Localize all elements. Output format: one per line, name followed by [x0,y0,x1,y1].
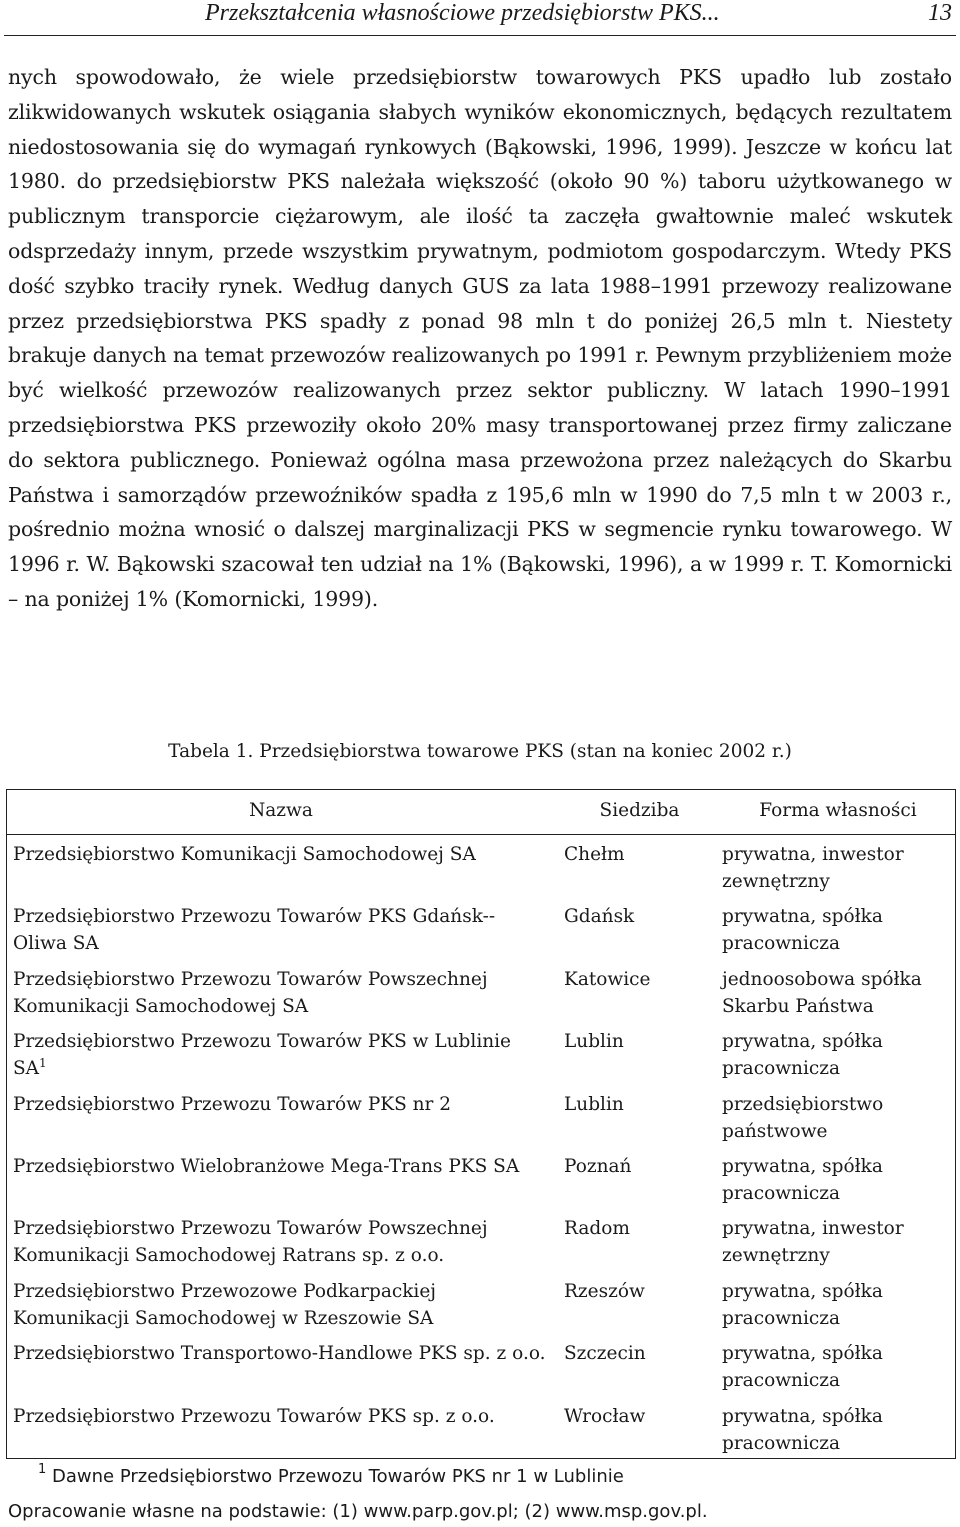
table-row [7,903,955,965]
cell-name-text: Przedsiębiorstwo Komunikacji Samochodowej SA [13,844,476,865]
table-header-row [7,790,955,835]
table-row [7,1153,955,1215]
cell-form [722,1091,952,1145]
cell-name-text: Przedsiębiorstwo Przewozowe Podkarpackiej Komunikacji Samochodowej w Rzeszowie SA [13,1280,437,1329]
cell-form-text: prywatna, spółka pracownicza [722,1280,883,1329]
running-header [0,0,960,36]
cell-seat [564,1403,714,1430]
cell-name [13,1215,547,1269]
cell-form-text: prywatna, spółka pracownicza [722,1343,883,1392]
cell-name-text: Przedsiębiorstwo Przewozu Towarów PKS sp. z o.o. [13,1405,495,1427]
cell-seat [564,1028,714,1055]
cell-seat-text: Katowice [564,968,651,990]
cell-name [13,966,547,1020]
cell-seat [564,903,714,930]
cell-name-text: Przedsiębiorstwo Przewozu Towarów PKS Gdańsk--Oliwa SA [13,906,496,955]
cell-form-text: prywatna, spółka pracownicza [722,1156,883,1204]
cell-name [13,1153,547,1180]
footnote-reference: 1 [39,1056,47,1071]
cell-name-text: Przedsiębiorstwo Wielobranżowe Mega-Trans PKS SA [13,1156,520,1177]
page-number: 13 [928,0,952,26]
cell-name [13,1340,547,1367]
table-row [7,1340,955,1402]
table-row [7,966,955,1028]
cell-name [13,1091,547,1118]
cell-form [722,1278,952,1332]
cell-form-text: przedsiębiorstwo państwowe [722,1093,884,1142]
cell-name-text: Przedsiębiorstwo Przewozu Towarów Powszechnej Komunikacji Samochodowej SA [13,968,488,1017]
cell-name [13,1403,547,1430]
cell-seat-text: Wrocław [564,1405,646,1427]
cell-form [722,1153,952,1207]
cell-form-text: jednoosobowa spółka Skarbu Państwa [722,968,922,1017]
cell-seat [564,1091,714,1118]
cell-seat [564,1215,714,1242]
cell-form [722,1028,952,1082]
cell-seat-text: Rzeszów [564,1280,645,1302]
cell-form [722,966,952,1020]
cell-name-text: Przedsiębiorstwo Transportowo-Handlowe PKS sp. z o.o. [13,1343,546,1365]
cell-seat-text: Szczecin [564,1343,646,1365]
cell-name-text: Przedsiębiorstwo Przewozu Towarów PKS nr 2 [13,1093,452,1115]
column-header-form: Forma własności [759,800,917,821]
cell-name [13,903,547,957]
table-row [7,841,955,903]
cell-seat [564,1153,714,1180]
cell-name [13,841,547,868]
table-row [7,1278,955,1340]
header-rule [4,35,956,36]
cell-form-text: prywatna, spółka pracownicza [722,906,883,955]
cell-form [722,841,952,895]
cell-form-text: prywatna, spółka pracownicza [722,1405,883,1454]
column-header-name: Nazwa [249,800,313,821]
cell-seat [564,841,714,868]
body-paragraph: nych spowodowało, że wiele przedsiębiorstw towarowych PKS upadło lub zostało zlikwidowanych wskutek osiągania słabych wyników ekonomicznych, będących rezultatem niedostosowania się do wymagań rynkowych (Bąkowski, 1996, 1999). Jeszcze w końcu lat 1980. do przedsiębiorstw PKS należała większość (około 90 %) taboru użytkowanego w publicznym transporcie ciężarowym, ale ilość ta zaczęła gwałtownie maleć wskutek odsprzedaży innym, przede wszystkim prywatnym, podmiotom gospodarczym. Wtedy PKS dość szybko traciły rynek. Według danych GUS za lata 1988–1991 przewozy realizowane przez przedsiębiorstwa PKS spadły z ponad 98 mln t do poniżej 26,5 mln t. Niestety brakuje danych na temat przewozów realizowanych po 1991 r. Pewnym przybliżeniem może być wielkość przewozów realizowanych przez sektor publiczny. W latach 1990–1991 przedsiębiorstwa PKS przewoziły około 20% masy transportowanej przez firmy zaliczane do sektora publicznego. Ponieważ ogólna masa przewożona przez należących do Skarbu Państwa i samorządów przewoźników spadła z 195,6 mln w 1990 do 7,5 mln t w 2003 r., pośrednio można wnosić o dalszej marginalizacji PKS w segmencie rynku towarowego. W 1996 r. W. Bąkowski szacował ten udział na 1% (Bąkowski, 1996), a w 1999 r. T. Komornicki – na poniżej 1% (Komornicki, 1999). [8,65,952,611]
table-footnote [38,1464,624,1490]
cell-seat [564,1340,714,1367]
table-row [7,1403,955,1465]
companies-table [6,789,956,1459]
column-header-seat: Siedziba [599,800,680,821]
cell-form [722,1340,952,1394]
table-row [7,1028,955,1090]
running-title: Przekształcenia własnościowe przedsiębiorstw PKS... [205,0,720,26]
cell-seat [564,1278,714,1305]
cell-seat-text: Gdańsk [564,906,635,928]
cell-seat-text: Chełm [564,844,625,865]
cell-form [722,903,952,957]
cell-form [722,1403,952,1457]
cell-name-text: Przedsiębiorstwo Przewozu Towarów PKS w Lublinie SA [13,1031,512,1080]
footnote-text: Dawne Przedsiębiorstwo Przewozu Towarów PKS nr 1 w Lublinie [52,1466,624,1487]
table-row [7,1215,955,1277]
footnote-mark: 1 [38,1462,47,1477]
table-row [7,1091,955,1153]
cell-form-text: prywatna, inwestor zewnętrzny [722,1218,904,1267]
cell-name [13,1028,547,1082]
source-note: Opracowanie własne na podstawie: (1) www.parp.gov.pl; (2) www.msp.gov.pl. [8,1501,708,1522]
cell-form [722,1215,952,1269]
cell-seat [564,966,714,993]
cell-form-text: prywatna, spółka pracownicza [722,1031,883,1080]
cell-name [13,1278,547,1332]
cell-name-text: Przedsiębiorstwo Przewozu Towarów Powszechnej Komunikacji Samochodowej Ratrans sp. z o.o. [13,1218,488,1267]
cell-seat-text: Poznań [564,1156,632,1177]
cell-form-text: prywatna, inwestor zewnętrzny [722,844,904,892]
cell-seat-text: Radom [564,1218,630,1240]
cell-seat-text: Lublin [564,1093,624,1115]
cell-seat-text: Lublin [564,1031,624,1053]
table-caption: Tabela 1. Przedsiębiorstwa towarowe PKS (stan na koniec 2002 r.) [168,741,792,762]
